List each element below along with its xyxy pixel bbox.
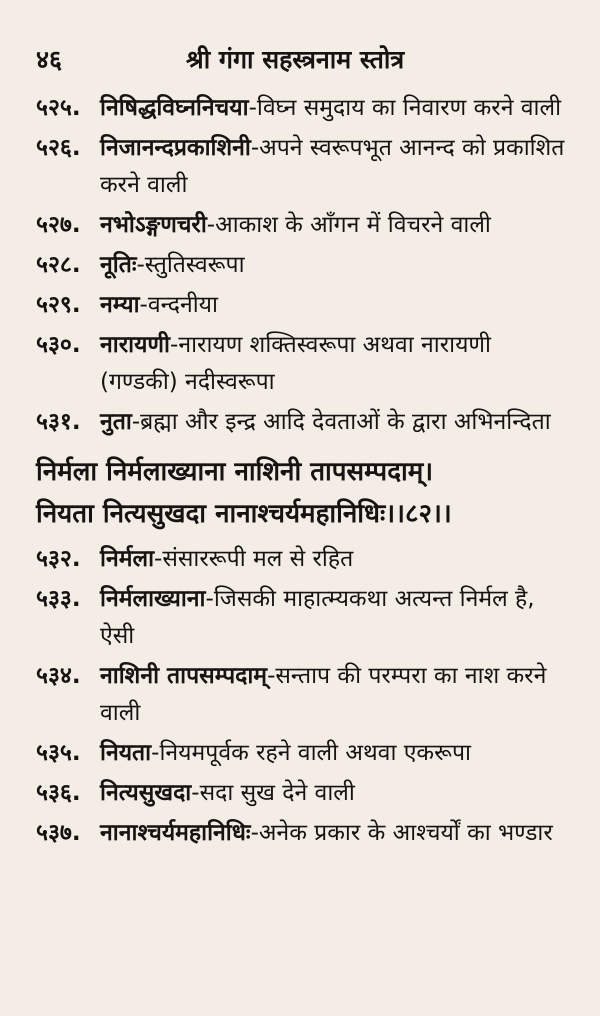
entry-text: [100, 775, 574, 812]
entry-meaning: -विघ्न समुदाय का निवारण करने वाली: [248, 95, 562, 121]
entry-number: ५३५.: [36, 740, 81, 766]
entry-text: [100, 130, 574, 204]
list-item: [36, 130, 574, 204]
entry-text: [100, 581, 574, 655]
list-item: [36, 541, 574, 578]
entry-number: ५३४.: [36, 663, 81, 689]
list-item: [36, 287, 574, 324]
entry-text: [100, 287, 574, 324]
entry-text: [100, 207, 574, 244]
list-item: [36, 815, 574, 852]
entry-number: ५२९.: [36, 292, 81, 318]
entry-meaning: -जिसकी माहात्म्यकथा अत्यन्त निर्मल है, ऐसी: [100, 586, 535, 649]
page-header: [36, 38, 574, 88]
entry-number: ५३०.: [36, 332, 81, 358]
entry-term: नारायणी: [100, 332, 171, 358]
entry-number: ५३७.: [36, 820, 81, 846]
list-item: [36, 327, 574, 401]
entry-number: ५२६.: [36, 135, 81, 161]
entry-meaning: -नियमपूर्वक रहने वाली अथवा एकरूपा: [151, 740, 471, 766]
entry-term: नियता: [100, 740, 152, 766]
entry-text: [100, 735, 574, 772]
list-item: [36, 207, 574, 244]
entry-meaning: -वन्दनीया: [139, 292, 218, 318]
entry-meaning: -अपने स्वरूपभूत आनन्द को प्रकाशित करने वाली: [100, 135, 565, 198]
entry-term: निर्मलाख्याना: [100, 586, 206, 612]
verse-block: [36, 451, 574, 535]
entry-text: [100, 247, 574, 284]
entry-meaning: -अनेक प्रकार के आश्चर्यों का भण्डार: [250, 820, 553, 846]
entry-meaning: -स्तुतिस्वरूपा: [136, 252, 245, 278]
entry-number: ५३३.: [36, 586, 81, 612]
entry-term: नानाश्चर्यमहानिधिः: [100, 820, 251, 846]
verse-line-2: नियता नित्यसुखदा नानाश्चर्यमहानिधिः।।८२।।: [36, 499, 452, 529]
entry-term: नूतिः: [100, 252, 137, 278]
verse-line-1: निर्मला निर्मलाख्याना नाशिनी तापसम्पदाम्।: [36, 457, 434, 487]
entry-term: निजानन्दप्रकाशिनी: [100, 135, 251, 161]
entry-meaning: -सदा सुख देने वाली: [191, 780, 355, 806]
entry-text: [100, 327, 574, 401]
list-item: [36, 658, 574, 732]
entry-number: ५३२.: [36, 546, 81, 572]
entry-term: निषिद्धविघ्ननिचया: [100, 95, 249, 121]
entry-meaning: -ब्रह्मा और इन्द्र आदि देवताओं के द्वारा अभिनन्दिता: [131, 409, 551, 435]
entries-top: [36, 90, 574, 441]
entry-number: ५२७.: [36, 212, 81, 238]
entry-text: [100, 541, 574, 578]
entry-meaning: -नारायण शक्तिस्वरूपा अथवा नारायणी (गण्डकी) नदीस्वरूपा: [100, 332, 491, 395]
entry-number: ५३१.: [36, 409, 81, 435]
entry-text: [100, 658, 574, 732]
list-item: [36, 775, 574, 812]
page-title: श्री गंगा सहस्त्रनाम स्तोत्र: [186, 45, 405, 74]
list-item: [36, 247, 574, 284]
page-number: ४६: [36, 45, 63, 74]
entry-number: ५३६.: [36, 780, 81, 806]
entry-meaning: -संसाररूपी मल से रहित: [154, 546, 354, 572]
list-item: [36, 404, 574, 441]
list-item: [36, 735, 574, 772]
list-item: [36, 581, 574, 655]
entry-term: नम्या: [100, 292, 140, 318]
entries-bottom: [36, 541, 574, 852]
entry-number: ५२८.: [36, 252, 81, 278]
entry-term: नभोऽङ्गणचरी: [100, 212, 207, 238]
list-item: [36, 90, 574, 127]
entry-text: [100, 90, 574, 127]
entry-text: [100, 404, 574, 441]
entry-term: निर्मला: [100, 546, 155, 572]
entry-number: ५२५.: [36, 95, 81, 121]
entry-meaning: -सन्ताप की परम्परा का नाश करने वाली: [100, 663, 547, 726]
entry-text: [100, 815, 574, 852]
entry-term: नुता: [100, 409, 132, 435]
entry-meaning: -आकाश के आँगन में विचरने वाली: [206, 212, 491, 238]
entry-term: नाशिनी तापसम्पदाम्: [100, 663, 268, 689]
entry-term: नित्यसुखदा: [100, 780, 192, 806]
